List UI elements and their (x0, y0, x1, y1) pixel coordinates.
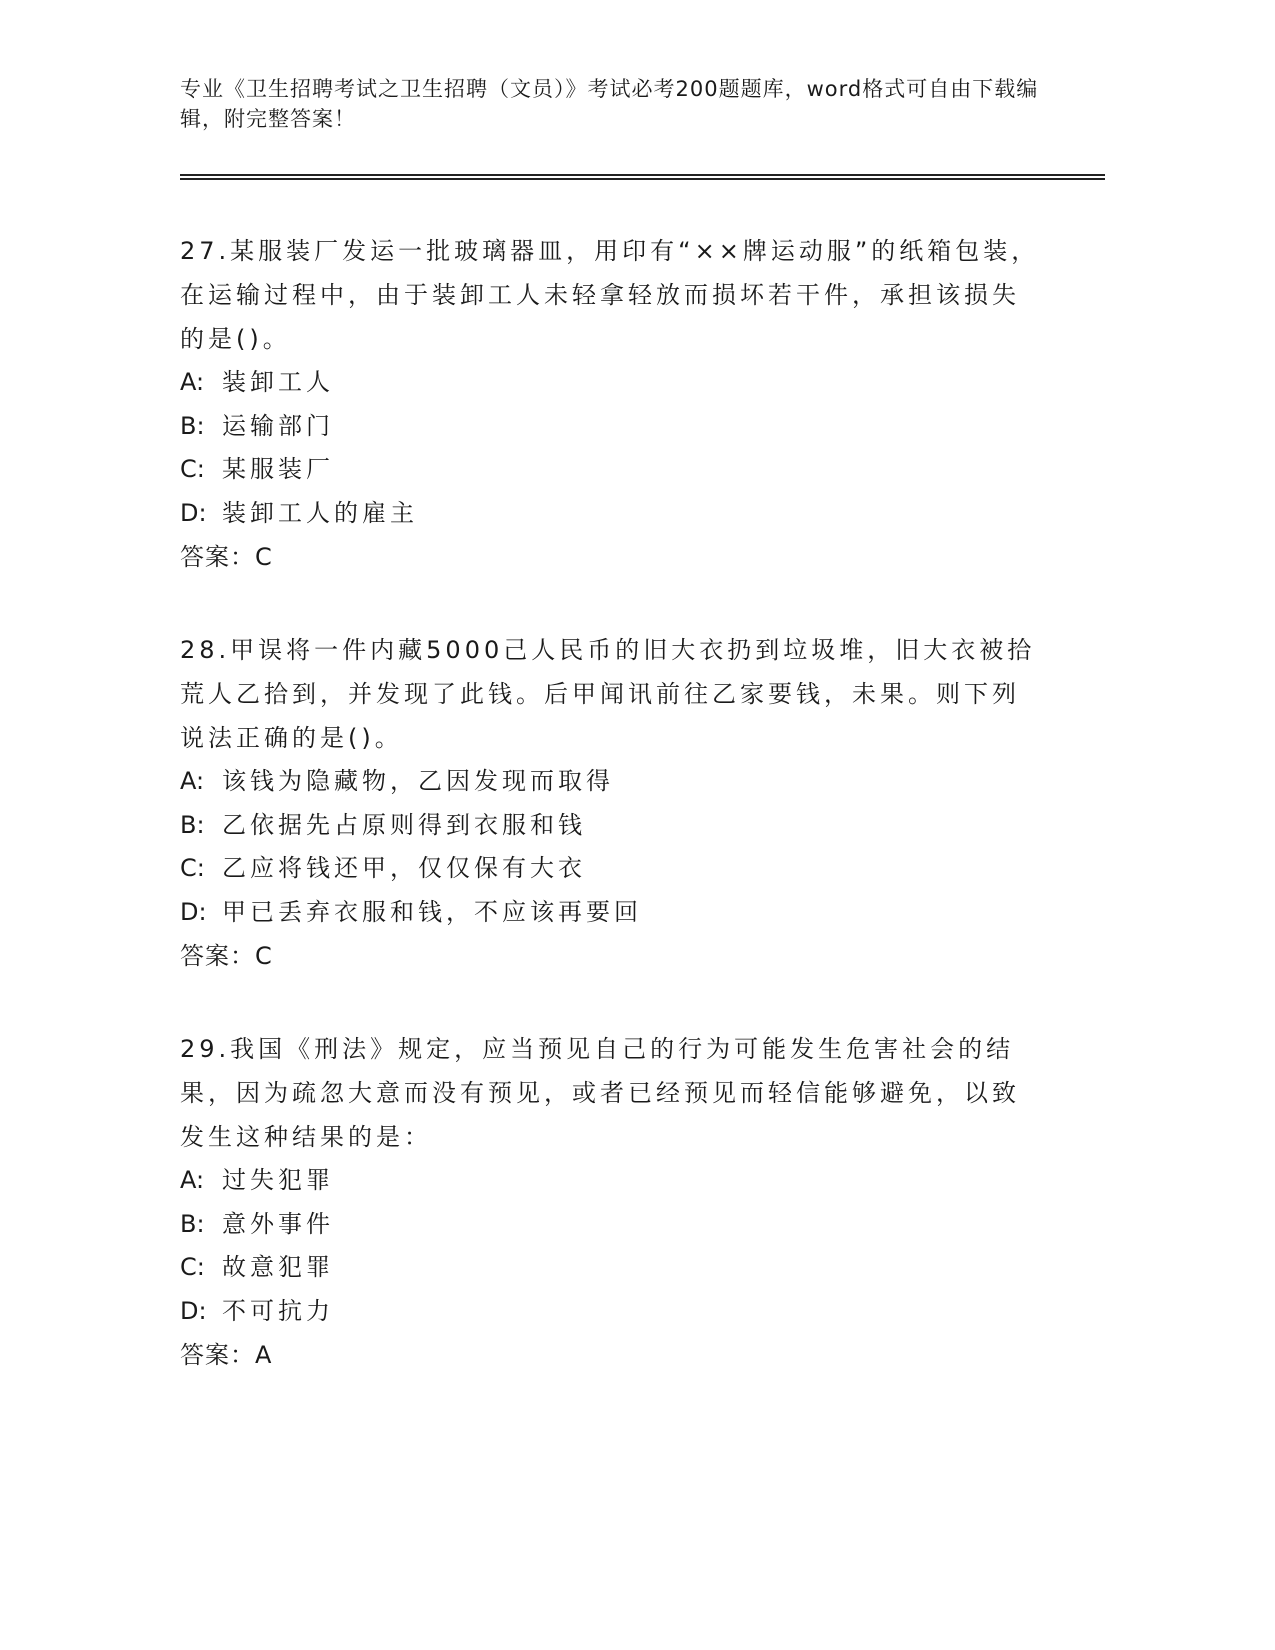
question-list (180, 229, 1040, 1426)
option-key: C: (180, 455, 205, 483)
option-text: 该钱为隐藏物，乙因发现而取得 (222, 767, 614, 795)
question-28 (180, 628, 1040, 978)
option-text: 装卸工人 (222, 368, 334, 396)
question-27 (180, 229, 1040, 579)
question-29 (180, 1027, 1040, 1377)
option-text: 乙依据先占原则得到衣服和钱 (222, 810, 586, 839)
option-text: 过失犯罪 (222, 1166, 334, 1194)
answer: 答案：C (180, 543, 273, 571)
option-text: 运输部门 (222, 411, 334, 440)
option-text: 故意犯罪 (222, 1253, 334, 1281)
question-stem: 29.我国《刑法》规定，应当预见自己的行为可能发生危害社会的结果，因为疏忽大意而没有预见，或者已经预见而轻信能够避免，以致发生这种结果的是： (180, 1035, 1020, 1151)
answer: 答案：A (180, 1341, 273, 1369)
option-b (180, 804, 1040, 848)
option-key: B: (180, 810, 205, 839)
option-text: 乙应将钱还甲，仅仅保有大衣 (222, 854, 586, 882)
option-text: 装卸工人的雇主 (222, 498, 418, 527)
option-key: A: (180, 767, 205, 795)
option-key: A: (180, 1166, 205, 1194)
page-header: 专业《卫生招聘考试之卫生招聘（文员）》考试必考200题题库，word格式可自由下载编辑，附完整答案！ (180, 77, 1039, 131)
option-d (180, 492, 1040, 536)
option-c (180, 1246, 1040, 1290)
option-key: A: (180, 368, 205, 396)
option-a (180, 760, 1040, 804)
question-stem: 28.甲误将一件内藏5000己人民币的旧大衣扔到垃圾堆，旧大衣被拾荒人乙拾到，并发现了此钱。后甲闻讯前往乙家要钱，未果。则下列说法正确的是()。 (180, 636, 1036, 752)
option-key: B: (180, 1209, 205, 1238)
option-key: B: (180, 411, 205, 440)
option-a (180, 1159, 1040, 1203)
answer: 答案：C (180, 942, 273, 970)
option-text: 不可抗力 (222, 1296, 334, 1325)
option-text: 意外事件 (222, 1209, 334, 1238)
option-b (180, 405, 1040, 449)
option-key: D: (180, 1296, 207, 1325)
option-b (180, 1203, 1040, 1247)
option-d (180, 1290, 1040, 1334)
option-d (180, 891, 1040, 935)
option-key: D: (180, 498, 207, 527)
option-text: 甲已丢弃衣服和钱，不应该再要回 (222, 897, 642, 926)
option-key: C: (180, 854, 205, 882)
option-c (180, 847, 1040, 891)
option-text: 某服装厂 (222, 455, 334, 483)
option-key: C: (180, 1253, 205, 1281)
question-stem: 27.某服装厂发运一批玻璃器皿，用印有“××牌运动服”的纸箱包装，在运输过程中，由于装卸工人未轻拿轻放而损坏若干件，承担该损失的是()。 (180, 237, 1040, 353)
option-c (180, 448, 1040, 492)
option-key: D: (180, 897, 207, 926)
option-a (180, 361, 1040, 405)
header-divider (180, 174, 1105, 180)
